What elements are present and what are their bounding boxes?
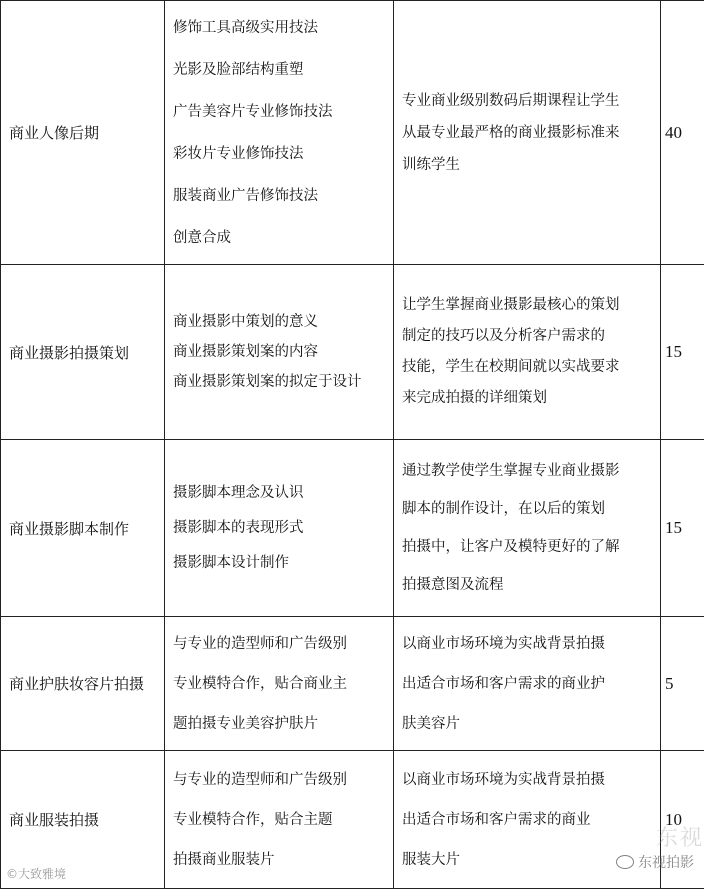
goal-line: 专业商业级别数码后期课程让学生 bbox=[402, 85, 656, 117]
course-goal bbox=[394, 1, 661, 265]
table-row bbox=[1, 265, 704, 440]
watermark-right-label: 东视拍影 bbox=[638, 852, 694, 872]
content-line: 服装商业广告修饰技法 bbox=[173, 175, 393, 217]
course-content bbox=[165, 1, 394, 265]
content-line: 广告美容片专业修饰技法 bbox=[173, 91, 393, 133]
content-line: 光影及脸部结构重塑 bbox=[173, 49, 393, 91]
course-name: 商业护肤妆容片拍摄 bbox=[1, 617, 165, 751]
content-line: 与专业的造型师和广告级别 bbox=[173, 624, 393, 664]
goal-line: 通过教学使学生掌握专业商业摄影 bbox=[402, 452, 656, 490]
goal-line: 制定的技巧以及分析客户需求的 bbox=[402, 321, 656, 352]
course-goal bbox=[394, 440, 661, 617]
content-line: 摄影脚本理念及认识 bbox=[173, 476, 393, 511]
content-line: 专业模特合作，贴合商业主 bbox=[173, 664, 393, 704]
course-content bbox=[165, 751, 394, 889]
course-content bbox=[165, 440, 394, 617]
course-hours: 10 bbox=[661, 751, 704, 889]
goal-line: 以商业市场环境为实战背景拍摄 bbox=[402, 760, 656, 800]
goal-line: 让学生掌握商业摄影最核心的策划 bbox=[402, 290, 656, 321]
goal-line: 技能，学生在校期间就以实战要求 bbox=[402, 352, 656, 383]
goal-line: 脚本的制作设计，在以后的策划 bbox=[402, 490, 656, 528]
goal-line: 出适合市场和客户需求的商业护 bbox=[402, 664, 656, 704]
goal-line: 拍摄中，让客户及模特更好的了解 bbox=[402, 528, 656, 566]
table-row bbox=[1, 1, 704, 265]
table-row bbox=[1, 440, 704, 617]
content-line: 修饰工具高级实用技法 bbox=[173, 7, 393, 49]
content-line: 摄影脚本的表现形式 bbox=[173, 511, 393, 546]
content-line: 题拍摄专业美容护肤片 bbox=[173, 704, 393, 744]
table-row bbox=[1, 617, 704, 751]
watermark-right bbox=[616, 852, 694, 872]
watermark-left: ©大致雅境 bbox=[6, 865, 66, 882]
content-line: 拍摄商业服装片 bbox=[173, 840, 393, 880]
course-name: 商业服装拍摄 bbox=[1, 751, 165, 889]
course-content bbox=[165, 265, 394, 440]
course-hours: 15 bbox=[661, 265, 704, 440]
goal-line: 肤美容片 bbox=[402, 704, 656, 744]
course-name: 商业人像后期 bbox=[1, 1, 165, 265]
content-line: 商业摄影中策划的意义 bbox=[173, 307, 393, 337]
course-content bbox=[165, 617, 394, 751]
content-line: 商业摄影策划案的拟定于设计 bbox=[173, 367, 393, 397]
course-hours: 15 bbox=[661, 440, 704, 617]
content-line: 彩妆片专业修饰技法 bbox=[173, 133, 393, 175]
goal-line: 以商业市场环境为实战背景拍摄 bbox=[402, 624, 656, 664]
wechat-icon bbox=[616, 855, 634, 869]
course-goal bbox=[394, 265, 661, 440]
table-row bbox=[1, 751, 704, 889]
content-line: 商业摄影策划案的内容 bbox=[173, 337, 393, 367]
goal-line: 来完成拍摄的详细策划 bbox=[402, 383, 656, 414]
goal-line: 训练学生 bbox=[402, 149, 656, 181]
content-line: 与专业的造型师和广告级别 bbox=[173, 760, 393, 800]
course-name: 商业摄影拍摄策划 bbox=[1, 265, 165, 440]
watermark-big: 东视 bbox=[656, 821, 704, 852]
goal-line: 拍摄意图及流程 bbox=[402, 566, 656, 604]
content-line: 摄影脚本设计制作 bbox=[173, 546, 393, 581]
course-hours: 5 bbox=[661, 617, 704, 751]
goal-line: 服装大片 bbox=[402, 840, 656, 880]
course-hours: 40 bbox=[661, 1, 704, 265]
content-line: 创意合成 bbox=[173, 217, 393, 259]
goal-line: 出适合市场和客户需求的商业 bbox=[402, 800, 656, 840]
course-goal bbox=[394, 617, 661, 751]
goal-line: 从最专业最严格的商业摄影标准来 bbox=[402, 117, 656, 149]
course-name: 商业摄影脚本制作 bbox=[1, 440, 165, 617]
content-line: 专业模特合作，贴合主题 bbox=[173, 800, 393, 840]
